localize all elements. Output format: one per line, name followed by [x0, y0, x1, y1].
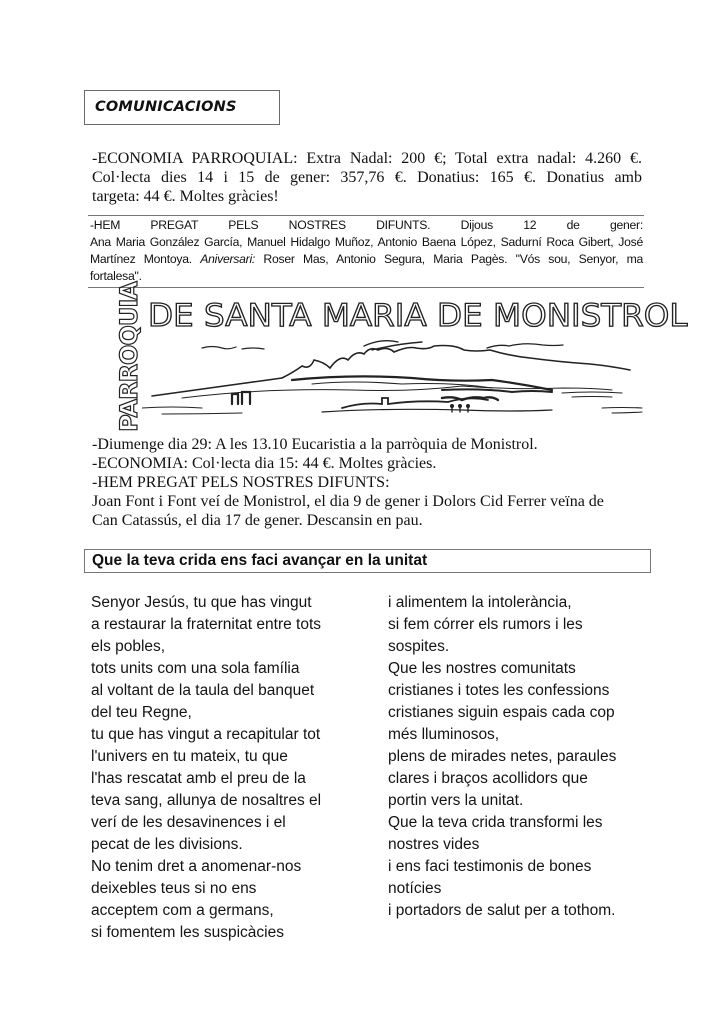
prayer-line: al voltant de la taula del banquet [91, 682, 315, 699]
village [232, 392, 250, 404]
prayer-line: a restaurar la fraternitat entre tots [91, 616, 322, 633]
hill-line [442, 389, 552, 392]
section-heading: COMUNICACIONS [95, 99, 237, 115]
prayer-line: del teu Regne, [91, 704, 192, 721]
text-segment: Roser Mas, Antonio Segura, Maria Pagès. "Vós sou, Senyor, ma [263, 252, 643, 266]
tree-crown [466, 404, 470, 408]
prayer-line: tots units com una sola família [91, 660, 300, 677]
divider-bottom [88, 287, 644, 288]
prayer-line: No tenim dret a anomenar-nos [91, 858, 302, 875]
prayer-line: Que les nostres comunitats [388, 660, 576, 677]
tree-crown [450, 404, 454, 408]
text-line: Can Catassús, el dia 17 de gener. Descansin en pau. [92, 512, 423, 529]
text-line: Col·lecta dies 14 i 15 de gener: 357,76 €. Donatius: 165 €. Donatius amb [92, 169, 642, 186]
foreground-line [142, 407, 242, 414]
text-line: Joan Font i Font veí de Monistrol, el dia 9 de gener i Dolors Cid Ferrer veïna de [92, 493, 604, 510]
monistrol-paragraph [92, 435, 652, 530]
mountain-shade [312, 382, 492, 388]
prayer-line: pecat de les divisions. [91, 836, 243, 853]
prayer-line: clares i braços acollidors que [388, 770, 588, 787]
prayer-line: portin vers la unitat. [388, 792, 524, 809]
text-line: fortalesa". [90, 269, 142, 283]
logo-parroquia-text: PARROQUIA [115, 282, 143, 432]
text-line: -ECONOMIA PARROQUIAL: Extra Nadal: 200 €; Total extra nadal: 4.260 €. [92, 150, 642, 167]
prayer-line: i alimentem la intolerància, [388, 594, 572, 611]
prayer-line: més lluminosos, [388, 726, 500, 743]
prayer-line: teva sang, allunya de nosaltres el [91, 792, 322, 809]
text-line: -Diumenge dia 29: A les 13.10 Eucaristia a la parròquia de Monistrol. [92, 436, 538, 453]
section-heading-box [84, 90, 280, 125]
prayer-line: nostres vides [388, 836, 480, 853]
text-line: -HEM PREGAT PELS NOSTRES DIFUNTS: [92, 474, 390, 491]
prayer-line: els pobles, [91, 638, 166, 655]
prayer-line: si fem córrer els rumors i les [388, 616, 583, 633]
prayer-column-left [91, 592, 381, 944]
foreground-line [602, 408, 642, 414]
prayer-line: notícies [388, 880, 442, 897]
prayer-title-box [84, 549, 651, 573]
hill-line [562, 392, 622, 397]
cloud-stroke [487, 344, 563, 348]
prayer-column-right [388, 592, 678, 922]
prayer-line: cristianes i totes les confessions [388, 682, 610, 699]
tree-crown [458, 404, 462, 408]
economia-parroquial-paragraph [92, 149, 642, 206]
prayer-line: cristianes siguin espais cada cop [388, 704, 615, 721]
landscape-illustration [142, 338, 652, 416]
prayer-line: deixebles teus si no ens [91, 880, 257, 897]
prayer-line: plens de mirades netes, paraules [388, 748, 617, 765]
prayer-line: si fomentem les suspicàcies [91, 924, 284, 941]
prayer-line: i portadors de salut per a tothom. [388, 902, 616, 919]
text-line: targeta: 44 €. Moltes gràcies! [92, 188, 279, 205]
logo-title: DE SANTA MARIA DE MONISTROL [148, 298, 688, 334]
prayer-line: tu que has vingut a recapitular tot [91, 726, 321, 743]
prayer-title: Que la teva crida ens faci avançar en la unitat [92, 552, 428, 569]
difunts-paragraph [90, 217, 643, 285]
cloud-stroke [202, 347, 264, 350]
prayer-line: Senyor Jesús, tu que has vingut [91, 594, 312, 611]
prayer-line: verí de les desavinences i el [91, 814, 286, 831]
prayer-line: i ens faci testimonis de bones [388, 858, 592, 875]
text-line [90, 251, 643, 268]
foreground-line [322, 409, 552, 412]
prayer-line: sospites. [388, 638, 450, 655]
village [442, 397, 498, 400]
prayer-line: Que la teva crida transformi les [388, 814, 603, 831]
prayer-line: l'has rescatat amb el preu de la [91, 770, 306, 787]
logo-vertical-text [114, 282, 144, 432]
text-segment: Martínez Montoya. [90, 252, 192, 266]
divider-top [88, 215, 644, 216]
parish-logo [112, 282, 688, 432]
aniversari-label: Aniversari: [200, 252, 256, 266]
text-line: -ECONOMIA: Col·lecta dia 15: 44 €. Moltes gràcies. [92, 455, 437, 472]
prayer-line: l'univers en tu mateix, tu que [91, 748, 288, 765]
text-line: Ana Maria González García, Manuel Hidalgo Muñoz, Antonio Baena López, Sadurní Roca Gibert, José [90, 235, 643, 249]
text-line: -HEM PREGAT PELS NOSTRES DIFUNTS. Dijous 12 de gener: [90, 218, 643, 232]
prayer-line: acceptem com a germans, [91, 902, 274, 919]
